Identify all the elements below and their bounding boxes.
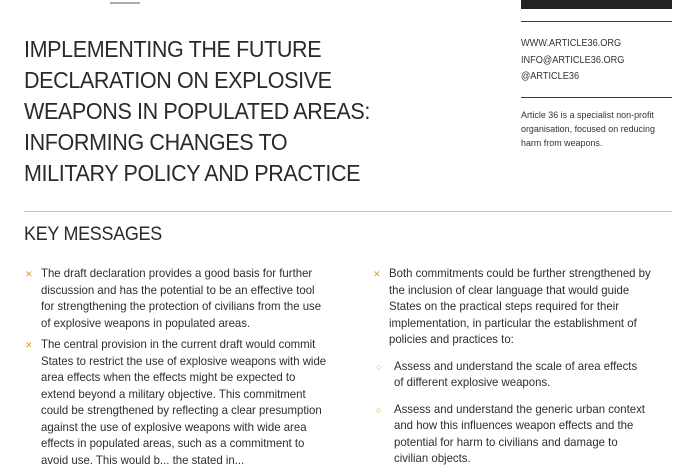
organisation-description (521, 109, 670, 151)
document-title (24, 34, 456, 189)
email-link[interactable]: INFO@ARTICLE36.ORG (521, 54, 625, 66)
bullet-line: Assess and understand the generic urban context (394, 401, 645, 416)
bullet-line: avoid use. This would b... the stated in... (41, 452, 245, 467)
bullet-line: discussion and has the potential to be an effective tool (41, 282, 315, 297)
bullet-cross-icon: ✕ (25, 269, 33, 279)
contact-block (521, 36, 681, 86)
bullet-line: States on the practical steps required for their (389, 299, 620, 313)
bullet-line: effects in populated areas, such as a commitment to (41, 436, 305, 450)
cropped-logo-fragment (110, 0, 140, 4)
section-heading-key-messages: KEY MESSAGES (24, 223, 162, 245)
bullet-line: potential for harm to civilians and damage to (394, 434, 618, 449)
social-handle-link[interactable]: @ARTICLE36 (521, 71, 580, 82)
bullet-line: of different explosive weapons. (394, 375, 551, 389)
bullet-line: policies and practices to: (389, 332, 514, 346)
title-line: MILITARY POLICY AND PRACTICE (24, 160, 361, 186)
sub-list-item (372, 401, 672, 467)
title-line: DECLARATION ON EXPLOSIVE (24, 67, 332, 93)
bullet-line: and how this influences weapon effects and the (394, 418, 634, 432)
bullet-line: The central provision in the current draft would commit (41, 337, 316, 351)
bullet-line: against the use of explosive weapons with wide area (41, 419, 307, 434)
about-line: organisation, focused on reducing (521, 124, 655, 135)
sidebar-rule-middle (521, 97, 672, 98)
website-link[interactable]: WWW.ARTICLE36.ORG (521, 38, 622, 49)
bullet-line: Assess and understand the scale of area effects (394, 358, 638, 373)
bullet-line: could be strengthened by reflecting a clear presumption (41, 403, 322, 417)
list-item (24, 265, 324, 331)
list-item (24, 336, 327, 468)
bullet-line: The draft declaration provides a good basis for further (41, 266, 313, 280)
header-black-bar (521, 0, 672, 9)
title-line: WEAPONS IN POPULATED AREAS: (24, 98, 371, 124)
bullet-line: area effects when the effects might be expected to (41, 370, 296, 384)
bullet-circle-icon: ○ (376, 361, 382, 372)
bullet-line: of explosive weapons in populated areas. (41, 315, 251, 330)
about-line: Article 36 is a specialist non-profit (521, 110, 654, 121)
about-line: harm from weapons. (521, 138, 603, 149)
sidebar-rule-top (521, 21, 672, 22)
bullet-line: civilian objects. (394, 451, 471, 465)
key-messages-right-column (372, 265, 672, 472)
bullet-line: for strengthening the protection of civilians from the use (41, 299, 322, 313)
bullet-line: the inclusion of clear language that would guide (389, 282, 630, 297)
list-item (372, 265, 672, 348)
bullet-line: Both commitments could be further strengthened by (389, 266, 651, 280)
title-line: INFORMING CHANGES TO (24, 129, 288, 155)
sub-list-item (372, 358, 672, 391)
bullet-line: extend beyond a military objective. This commitment (41, 386, 306, 401)
section-divider (24, 211, 672, 212)
bullet-cross-icon: ✕ (373, 269, 381, 279)
bullet-line: States to restrict the use of explosive weapons with wide (41, 353, 327, 368)
bullet-cross-icon: ✕ (25, 340, 33, 350)
bullet-line: implementation, in particular the establishment of (389, 315, 637, 330)
title-line: IMPLEMENTING THE FUTURE (24, 36, 322, 62)
key-messages-left-column (24, 265, 327, 473)
bullet-circle-icon: ○ (376, 404, 382, 415)
